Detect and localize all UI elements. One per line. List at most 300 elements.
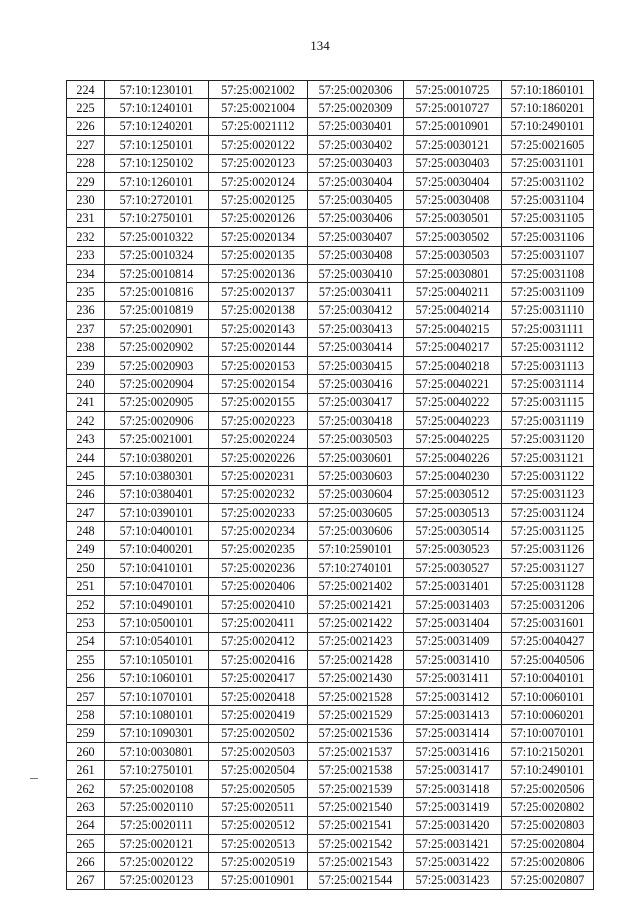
cadastral-number-cell: 57:25:0031423 xyxy=(404,871,502,889)
row-number-cell: 259 xyxy=(67,724,105,742)
cadastral-number-cell: 57:25:0020309 xyxy=(308,99,404,117)
cadastral-number-cell: 57:25:0021421 xyxy=(308,595,404,613)
cadastral-number-cell: 57:25:0020513 xyxy=(209,835,308,853)
cadastral-number-cell: 57:25:0031404 xyxy=(404,614,502,632)
cadastral-number-cell: 57:25:0030418 xyxy=(308,412,404,430)
table-row xyxy=(67,283,594,301)
cadastral-number-cell: 57:10:0410101 xyxy=(105,559,209,577)
cadastral-number-cell: 57:25:0020144 xyxy=(209,338,308,356)
cadastral-number-cell: 57:25:0021543 xyxy=(308,853,404,871)
table-row xyxy=(67,835,594,853)
cadastral-number-cell: 57:10:0030801 xyxy=(105,743,209,761)
cadastral-number-cell: 57:25:0031120 xyxy=(502,430,594,448)
table-row xyxy=(67,412,594,430)
cadastral-number-cell: 57:25:0020512 xyxy=(209,816,308,834)
cadastral-number-cell: 57:25:0030121 xyxy=(404,136,502,154)
cadastral-number-cell: 57:10:1860201 xyxy=(502,99,594,117)
cadastral-number-cell: 57:25:0040226 xyxy=(404,448,502,466)
cadastral-number-cell: 57:25:0031418 xyxy=(404,779,502,797)
cadastral-number-cell: 57:10:1250102 xyxy=(105,154,209,172)
cadastral-number-cell: 57:25:0020233 xyxy=(209,503,308,521)
row-number-cell: 251 xyxy=(67,577,105,595)
row-number-cell: 263 xyxy=(67,798,105,816)
cadastral-number-cell: 57:25:0020519 xyxy=(209,853,308,871)
cadastral-number-cell: 57:25:0021002 xyxy=(209,81,308,99)
cadastral-number-cell: 57:25:0030412 xyxy=(308,301,404,319)
cadastral-number-cell: 57:25:0030410 xyxy=(308,264,404,282)
row-number-cell: 254 xyxy=(67,632,105,650)
cadastral-number-cell: 57:25:0021428 xyxy=(308,651,404,669)
cadastral-number-cell: 57:10:2150201 xyxy=(502,743,594,761)
table-row xyxy=(67,320,594,338)
row-number-cell: 235 xyxy=(67,283,105,301)
cadastral-number-cell: 57:25:0020410 xyxy=(209,595,308,613)
table-row xyxy=(67,485,594,503)
row-number-cell: 243 xyxy=(67,430,105,448)
cadastral-number-cell: 57:10:2490101 xyxy=(502,117,594,135)
cadastral-number-cell: 57:25:0030417 xyxy=(308,393,404,411)
cadastral-number-cell: 57:25:0040218 xyxy=(404,356,502,374)
cadastral-number-cell: 57:25:0031420 xyxy=(404,816,502,834)
table-row xyxy=(67,393,594,411)
cadastral-number-cell: 57:25:0020232 xyxy=(209,485,308,503)
cadastral-number-cell: 57:25:0020418 xyxy=(209,687,308,705)
table-row xyxy=(67,632,594,650)
cadastral-number-cell: 57:25:0020406 xyxy=(209,577,308,595)
cadastral-number-cell: 57:25:0010725 xyxy=(404,81,502,99)
cadastral-number-cell: 57:25:0031126 xyxy=(502,540,594,558)
cadastral-number-cell: 57:25:0031102 xyxy=(502,172,594,190)
table-row xyxy=(67,798,594,816)
row-number-cell: 266 xyxy=(67,853,105,871)
cadastral-number-cell: 57:25:0020419 xyxy=(209,706,308,724)
row-number-cell: 257 xyxy=(67,687,105,705)
cadastral-number-cell: 57:25:0010814 xyxy=(105,264,209,282)
row-number-cell: 225 xyxy=(67,99,105,117)
cadastral-number-cell: 57:25:0040230 xyxy=(404,467,502,485)
cadastral-number-cell: 57:10:2750101 xyxy=(105,209,209,227)
cadastral-number-cell: 57:25:0010816 xyxy=(105,283,209,301)
cadastral-number-cell: 57:10:2740101 xyxy=(308,559,404,577)
table-row xyxy=(67,577,594,595)
row-number-cell: 255 xyxy=(67,651,105,669)
cadastral-number-cell: 57:25:0020803 xyxy=(502,816,594,834)
cadastral-number-cell: 57:25:0020802 xyxy=(502,798,594,816)
cadastral-number-cell: 57:25:0021112 xyxy=(209,117,308,135)
row-number-cell: 226 xyxy=(67,117,105,135)
cadastral-number-cell: 57:25:0020110 xyxy=(105,798,209,816)
cadastral-number-cell: 57:25:0010819 xyxy=(105,301,209,319)
cadastral-number-cell: 57:25:0020111 xyxy=(105,816,209,834)
cadastral-number-cell: 57:25:0021605 xyxy=(502,136,594,154)
cadastral-number-cell: 57:25:0020134 xyxy=(209,228,308,246)
cadastral-number-cell: 57:25:0030513 xyxy=(404,503,502,521)
cadastral-number-cell: 57:25:0020137 xyxy=(209,283,308,301)
table-row xyxy=(67,301,594,319)
row-number-cell: 230 xyxy=(67,191,105,209)
cadastral-number-cell: 57:25:0020123 xyxy=(105,871,209,889)
row-number-cell: 228 xyxy=(67,154,105,172)
cadastral-number-cell: 57:25:0021536 xyxy=(308,724,404,742)
cadastral-number-cell: 57:10:0380301 xyxy=(105,467,209,485)
row-number-cell: 261 xyxy=(67,761,105,779)
row-number-cell: 246 xyxy=(67,485,105,503)
cadastral-number-cell: 57:10:1080101 xyxy=(105,706,209,724)
cadastral-number-cell: 57:10:0380401 xyxy=(105,485,209,503)
cadastral-number-cell: 57:25:0030413 xyxy=(308,320,404,338)
cadastral-number-cell: 57:25:0030407 xyxy=(308,228,404,246)
cadastral-number-cell: 57:25:0020234 xyxy=(209,522,308,540)
table-row xyxy=(67,779,594,797)
row-number-cell: 260 xyxy=(67,743,105,761)
cadastral-number-cell: 57:25:0031105 xyxy=(502,209,594,227)
cadastral-number-cell: 57:25:0030512 xyxy=(404,485,502,503)
cadastral-number-cell: 57:25:0031422 xyxy=(404,853,502,871)
cadastral-number-cell: 57:25:0021422 xyxy=(308,614,404,632)
cadastral-number-cell: 57:25:0030527 xyxy=(404,559,502,577)
row-number-cell: 237 xyxy=(67,320,105,338)
table-row xyxy=(67,540,594,558)
table-row xyxy=(67,559,594,577)
cadastral-number-cell: 57:25:0030403 xyxy=(404,154,502,172)
cadastral-number-cell: 57:25:0030501 xyxy=(404,209,502,227)
cadastral-number-cell: 57:25:0030601 xyxy=(308,448,404,466)
cadastral-number-cell: 57:25:0031113 xyxy=(502,356,594,374)
cadastral-number-cell: 57:10:0380201 xyxy=(105,448,209,466)
cadastral-number-cell: 57:25:0021540 xyxy=(308,798,404,816)
table-row xyxy=(67,154,594,172)
cadastral-number-cell: 57:25:0030404 xyxy=(404,172,502,190)
table-row xyxy=(67,117,594,135)
cadastral-number-cell: 57:25:0031122 xyxy=(502,467,594,485)
table-row xyxy=(67,264,594,282)
table-row xyxy=(67,595,594,613)
cadastral-number-cell: 57:25:0030503 xyxy=(404,246,502,264)
cadastral-number-cell: 57:25:0020904 xyxy=(105,375,209,393)
row-number-cell: 242 xyxy=(67,412,105,430)
cadastral-number-cell: 57:25:0020123 xyxy=(209,154,308,172)
table-row xyxy=(67,136,594,154)
cadastral-number-cell: 57:25:0020153 xyxy=(209,356,308,374)
cadastral-number-cell: 57:25:0020502 xyxy=(209,724,308,742)
cadastral-number-cell: 57:25:0021544 xyxy=(308,871,404,889)
row-number-cell: 244 xyxy=(67,448,105,466)
cadastral-number-cell: 57:10:1060101 xyxy=(105,669,209,687)
cadastral-number-cell: 57:25:0010324 xyxy=(105,246,209,264)
row-number-cell: 239 xyxy=(67,356,105,374)
cadastral-number-cell: 57:10:2750101 xyxy=(105,761,209,779)
cadastral-number-cell: 57:25:0031206 xyxy=(502,595,594,613)
cadastral-number-cell: 57:25:0031123 xyxy=(502,485,594,503)
cadastral-number-cell: 57:10:1260101 xyxy=(105,172,209,190)
cadastral-number-cell: 57:25:0031403 xyxy=(404,595,502,613)
table-row xyxy=(67,338,594,356)
cadastral-number-cell: 57:10:0070101 xyxy=(502,724,594,742)
cadastral-number-cell: 57:25:0020901 xyxy=(105,320,209,338)
page-number: 134 xyxy=(310,38,330,53)
cadastral-number-cell: 57:25:0020505 xyxy=(209,779,308,797)
cadastral-number-cell: 57:25:0020122 xyxy=(209,136,308,154)
cadastral-number-cell: 57:25:0030606 xyxy=(308,522,404,540)
cadastral-number-cell: 57:10:1860101 xyxy=(502,81,594,99)
table-row xyxy=(67,853,594,871)
cadastral-number-cell: 57:25:0031417 xyxy=(404,761,502,779)
cadastral-number-cell: 57:25:0030514 xyxy=(404,522,502,540)
cadastral-number-cell: 57:25:0031106 xyxy=(502,228,594,246)
cadastral-number-cell: 57:25:0031111 xyxy=(502,320,594,338)
row-number-cell: 231 xyxy=(67,209,105,227)
cadastral-number-cell: 57:25:0040214 xyxy=(404,301,502,319)
cadastral-number-cell: 57:25:0020411 xyxy=(209,614,308,632)
table-row xyxy=(67,816,594,834)
table-row xyxy=(67,99,594,117)
cadastral-number-cell: 57:25:0020154 xyxy=(209,375,308,393)
cadastral-number-cell: 57:25:0031125 xyxy=(502,522,594,540)
cadastral-number-cell: 57:10:1070101 xyxy=(105,687,209,705)
cadastral-number-cell: 57:25:0020905 xyxy=(105,393,209,411)
cadastral-number-cell: 57:25:0040506 xyxy=(502,651,594,669)
table-row xyxy=(67,687,594,705)
cadastral-number-cell: 57:25:0020506 xyxy=(502,779,594,797)
row-number-cell: 250 xyxy=(67,559,105,577)
cadastral-number-cell: 57:10:0490101 xyxy=(105,595,209,613)
row-number-cell: 240 xyxy=(67,375,105,393)
row-number-cell: 258 xyxy=(67,706,105,724)
cadastral-number-cell: 57:25:0030408 xyxy=(308,246,404,264)
table-row xyxy=(67,246,594,264)
cadastral-number-cell: 57:25:0031419 xyxy=(404,798,502,816)
cadastral-number-cell: 57:25:0020124 xyxy=(209,172,308,190)
cadastral-number-cell: 57:25:0021542 xyxy=(308,835,404,853)
cadastral-number-cell: 57:25:0031410 xyxy=(404,651,502,669)
cadastral-number-cell: 57:25:0030408 xyxy=(404,191,502,209)
cadastral-number-cell: 57:25:0020902 xyxy=(105,338,209,356)
table-row xyxy=(67,228,594,246)
table-row xyxy=(67,871,594,889)
cadastral-number-cell: 57:25:0020807 xyxy=(502,871,594,889)
cadastral-number-cell: 57:10:1230101 xyxy=(105,81,209,99)
cadastral-number-cell: 57:25:0031413 xyxy=(404,706,502,724)
row-number-cell: 236 xyxy=(67,301,105,319)
cadastral-number-cell: 57:10:0390101 xyxy=(105,503,209,521)
cadastral-number-cell: 57:25:0020236 xyxy=(209,559,308,577)
cadastral-number-cell: 57:25:0031414 xyxy=(404,724,502,742)
cadastral-number-cell: 57:25:0040221 xyxy=(404,375,502,393)
cadastral-number-cell: 57:25:0010901 xyxy=(404,117,502,135)
cadastral-number-cell: 57:25:0020143 xyxy=(209,320,308,338)
cadastral-number-cell: 57:25:0020226 xyxy=(209,448,308,466)
row-number-cell: 229 xyxy=(67,172,105,190)
table-row xyxy=(67,172,594,190)
row-number-cell: 234 xyxy=(67,264,105,282)
cadastral-number-cell: 57:25:0020125 xyxy=(209,191,308,209)
cadastral-number-cell: 57:25:0020416 xyxy=(209,651,308,669)
cadastral-number-cell: 57:25:0020906 xyxy=(105,412,209,430)
cadastral-number-cell: 57:25:0040215 xyxy=(404,320,502,338)
table-row xyxy=(67,614,594,632)
cadastral-number-cell: 57:25:0031409 xyxy=(404,632,502,650)
cadastral-number-cell: 57:25:0021541 xyxy=(308,816,404,834)
cadastral-number-cell: 57:10:1240101 xyxy=(105,99,209,117)
row-number-cell: 265 xyxy=(67,835,105,853)
cadastral-number-cell: 57:25:0020504 xyxy=(209,761,308,779)
cadastral-number-cell: 57:25:0020417 xyxy=(209,669,308,687)
cadastral-number-cell: 57:25:0020223 xyxy=(209,412,308,430)
cadastral-number-cell: 57:25:0031109 xyxy=(502,283,594,301)
cadastral-number-cell: 57:25:0020138 xyxy=(209,301,308,319)
cadastral-number-cell: 57:10:1250101 xyxy=(105,136,209,154)
cadastral-number-cell: 57:25:0031421 xyxy=(404,835,502,853)
cadastral-number-cell: 57:10:0500101 xyxy=(105,614,209,632)
cadastral-number-cell: 57:25:0021537 xyxy=(308,743,404,761)
row-number-cell: 238 xyxy=(67,338,105,356)
table-row xyxy=(67,448,594,466)
cadastral-number-cell: 57:25:0031411 xyxy=(404,669,502,687)
cadastral-number-cell: 57:25:0031112 xyxy=(502,338,594,356)
cadastral-number-cell: 57:25:0031101 xyxy=(502,154,594,172)
cadastral-number-cell: 57:25:0020224 xyxy=(209,430,308,448)
cadastral-number-cell: 57:25:0031127 xyxy=(502,559,594,577)
cadastral-number-cell: 57:25:0020231 xyxy=(209,467,308,485)
table-row xyxy=(67,375,594,393)
cadastral-number-cell: 57:25:0021402 xyxy=(308,577,404,595)
cadastral-number-cell: 57:25:0040225 xyxy=(404,430,502,448)
row-number-cell: 252 xyxy=(67,595,105,613)
table-row xyxy=(67,191,594,209)
table-row xyxy=(67,743,594,761)
cadastral-number-cell: 57:10:0400101 xyxy=(105,522,209,540)
cadastral-number-cell: 57:25:0010727 xyxy=(404,99,502,117)
table-row xyxy=(67,651,594,669)
cadastral-number-cell: 57:25:0010322 xyxy=(105,228,209,246)
table-row xyxy=(67,467,594,485)
cadastral-number-cell: 57:25:0020804 xyxy=(502,835,594,853)
table-row xyxy=(67,356,594,374)
cadastral-number-cell: 57:25:0030403 xyxy=(308,154,404,172)
cadastral-number-cell: 57:25:0040223 xyxy=(404,412,502,430)
cadastral-number-cell: 57:10:1090301 xyxy=(105,724,209,742)
cadastral-number-cell: 57:25:0020903 xyxy=(105,356,209,374)
table-row xyxy=(67,209,594,227)
row-number-cell: 233 xyxy=(67,246,105,264)
cadastral-number-cell: 57:25:0021423 xyxy=(308,632,404,650)
cadastral-number-cell: 57:25:0031108 xyxy=(502,264,594,282)
cadastral-number-cell: 57:25:0021529 xyxy=(308,706,404,724)
cadastral-number-cell: 57:25:0040211 xyxy=(404,283,502,301)
row-number-cell: 264 xyxy=(67,816,105,834)
row-number-cell: 232 xyxy=(67,228,105,246)
cadastral-number-cell: 57:25:0020306 xyxy=(308,81,404,99)
cadastral-number-cell: 57:25:0020136 xyxy=(209,264,308,282)
cadastral-number-cell: 57:25:0030523 xyxy=(404,540,502,558)
cadastral-number-cell: 57:25:0030605 xyxy=(308,503,404,521)
cadastral-number-cell: 57:25:0030503 xyxy=(308,430,404,448)
cadastral-number-cell: 57:25:0021538 xyxy=(308,761,404,779)
cadastral-number-cell: 57:25:0031416 xyxy=(404,743,502,761)
table-row xyxy=(67,761,594,779)
cadastral-number-cell: 57:25:0021001 xyxy=(105,430,209,448)
row-number-cell: 245 xyxy=(67,467,105,485)
cadastral-number-cell: 57:25:0030502 xyxy=(404,228,502,246)
cadastral-number-cell: 57:25:0021528 xyxy=(308,687,404,705)
row-number-cell: 227 xyxy=(67,136,105,154)
row-number-cell: 249 xyxy=(67,540,105,558)
cadastral-number-cell: 57:25:0020121 xyxy=(105,835,209,853)
cadastral-number-cell: 57:25:0031114 xyxy=(502,375,594,393)
cadastral-number-cell: 57:10:0040101 xyxy=(502,669,594,687)
cadastral-number-cell: 57:25:0030414 xyxy=(308,338,404,356)
table-row xyxy=(67,669,594,687)
row-number-cell: 256 xyxy=(67,669,105,687)
cadastral-number-cell: 57:25:0040427 xyxy=(502,632,594,650)
cadastral-number-cell: 57:10:2590101 xyxy=(308,540,404,558)
cadastral-number-cell: 57:25:0020806 xyxy=(502,853,594,871)
cadastral-number-cell: 57:25:0020503 xyxy=(209,743,308,761)
cadastral-number-cell: 57:25:0031412 xyxy=(404,687,502,705)
cadastral-number-cell: 57:10:0060201 xyxy=(502,706,594,724)
cadastral-number-cell: 57:25:0031104 xyxy=(502,191,594,209)
row-number-cell: 248 xyxy=(67,522,105,540)
cadastral-number-cell: 57:10:0060101 xyxy=(502,687,594,705)
cadastral-number-cell: 57:10:0470101 xyxy=(105,577,209,595)
cadastral-number-cell: 57:25:0020135 xyxy=(209,246,308,264)
row-number-cell: 262 xyxy=(67,779,105,797)
cadastral-number-cell: 57:25:0021430 xyxy=(308,669,404,687)
cadastral-number-cell: 57:25:0030402 xyxy=(308,136,404,154)
cadastral-number-cell: 57:25:0030404 xyxy=(308,172,404,190)
cadastral-number-cell: 57:25:0020108 xyxy=(105,779,209,797)
row-number-cell: 267 xyxy=(67,871,105,889)
cadastral-number-cell: 57:25:0020122 xyxy=(105,853,209,871)
cadastral-number-cell: 57:25:0020235 xyxy=(209,540,308,558)
table-row xyxy=(67,81,594,99)
cadastral-number-cell: 57:25:0030401 xyxy=(308,117,404,135)
cadastral-number-cell: 57:10:2490101 xyxy=(502,761,594,779)
table-row xyxy=(67,522,594,540)
cadastral-number-cell: 57:25:0031121 xyxy=(502,448,594,466)
cadastral-number-cell: 57:25:0020412 xyxy=(209,632,308,650)
cadastral-number-cell: 57:25:0020511 xyxy=(209,798,308,816)
cadastral-number-cell: 57:25:0030603 xyxy=(308,467,404,485)
cadastral-number-cell: 57:25:0030416 xyxy=(308,375,404,393)
cadastral-number-cell: 57:10:2720101 xyxy=(105,191,209,209)
cadastral-number-cell: 57:25:0040222 xyxy=(404,393,502,411)
table-row xyxy=(67,706,594,724)
cadastral-number-cell: 57:25:0031107 xyxy=(502,246,594,264)
cadastral-number-cell: 57:25:0030411 xyxy=(308,283,404,301)
row-number-cell: 241 xyxy=(67,393,105,411)
cadastral-number-cell: 57:25:0040217 xyxy=(404,338,502,356)
cadastral-number-cell: 57:25:0031115 xyxy=(502,393,594,411)
cadastral-number-cell: 57:25:0031601 xyxy=(502,614,594,632)
row-number-cell: 247 xyxy=(67,503,105,521)
table-row xyxy=(67,430,594,448)
cadastral-number-cell: 57:25:0031110 xyxy=(502,301,594,319)
cadastral-number-cell: 57:25:0010901 xyxy=(209,871,308,889)
cadastral-number-cell: 57:10:1050101 xyxy=(105,651,209,669)
cadastral-number-cell: 57:25:0030405 xyxy=(308,191,404,209)
cadastral-number-cell: 57:25:0030801 xyxy=(404,264,502,282)
cadastral-number-cell: 57:25:0021004 xyxy=(209,99,308,117)
cadastral-number-cell: 57:25:0031128 xyxy=(502,577,594,595)
row-number-cell: 253 xyxy=(67,614,105,632)
cadastral-number-cell: 57:10:0540101 xyxy=(105,632,209,650)
cadastral-number-cell: 57:25:0030415 xyxy=(308,356,404,374)
cadastral-number-cell: 57:25:0020126 xyxy=(209,209,308,227)
cadastral-number-cell: 57:25:0031401 xyxy=(404,577,502,595)
table-body xyxy=(67,81,594,890)
cadastral-number-cell: 57:25:0020155 xyxy=(209,393,308,411)
